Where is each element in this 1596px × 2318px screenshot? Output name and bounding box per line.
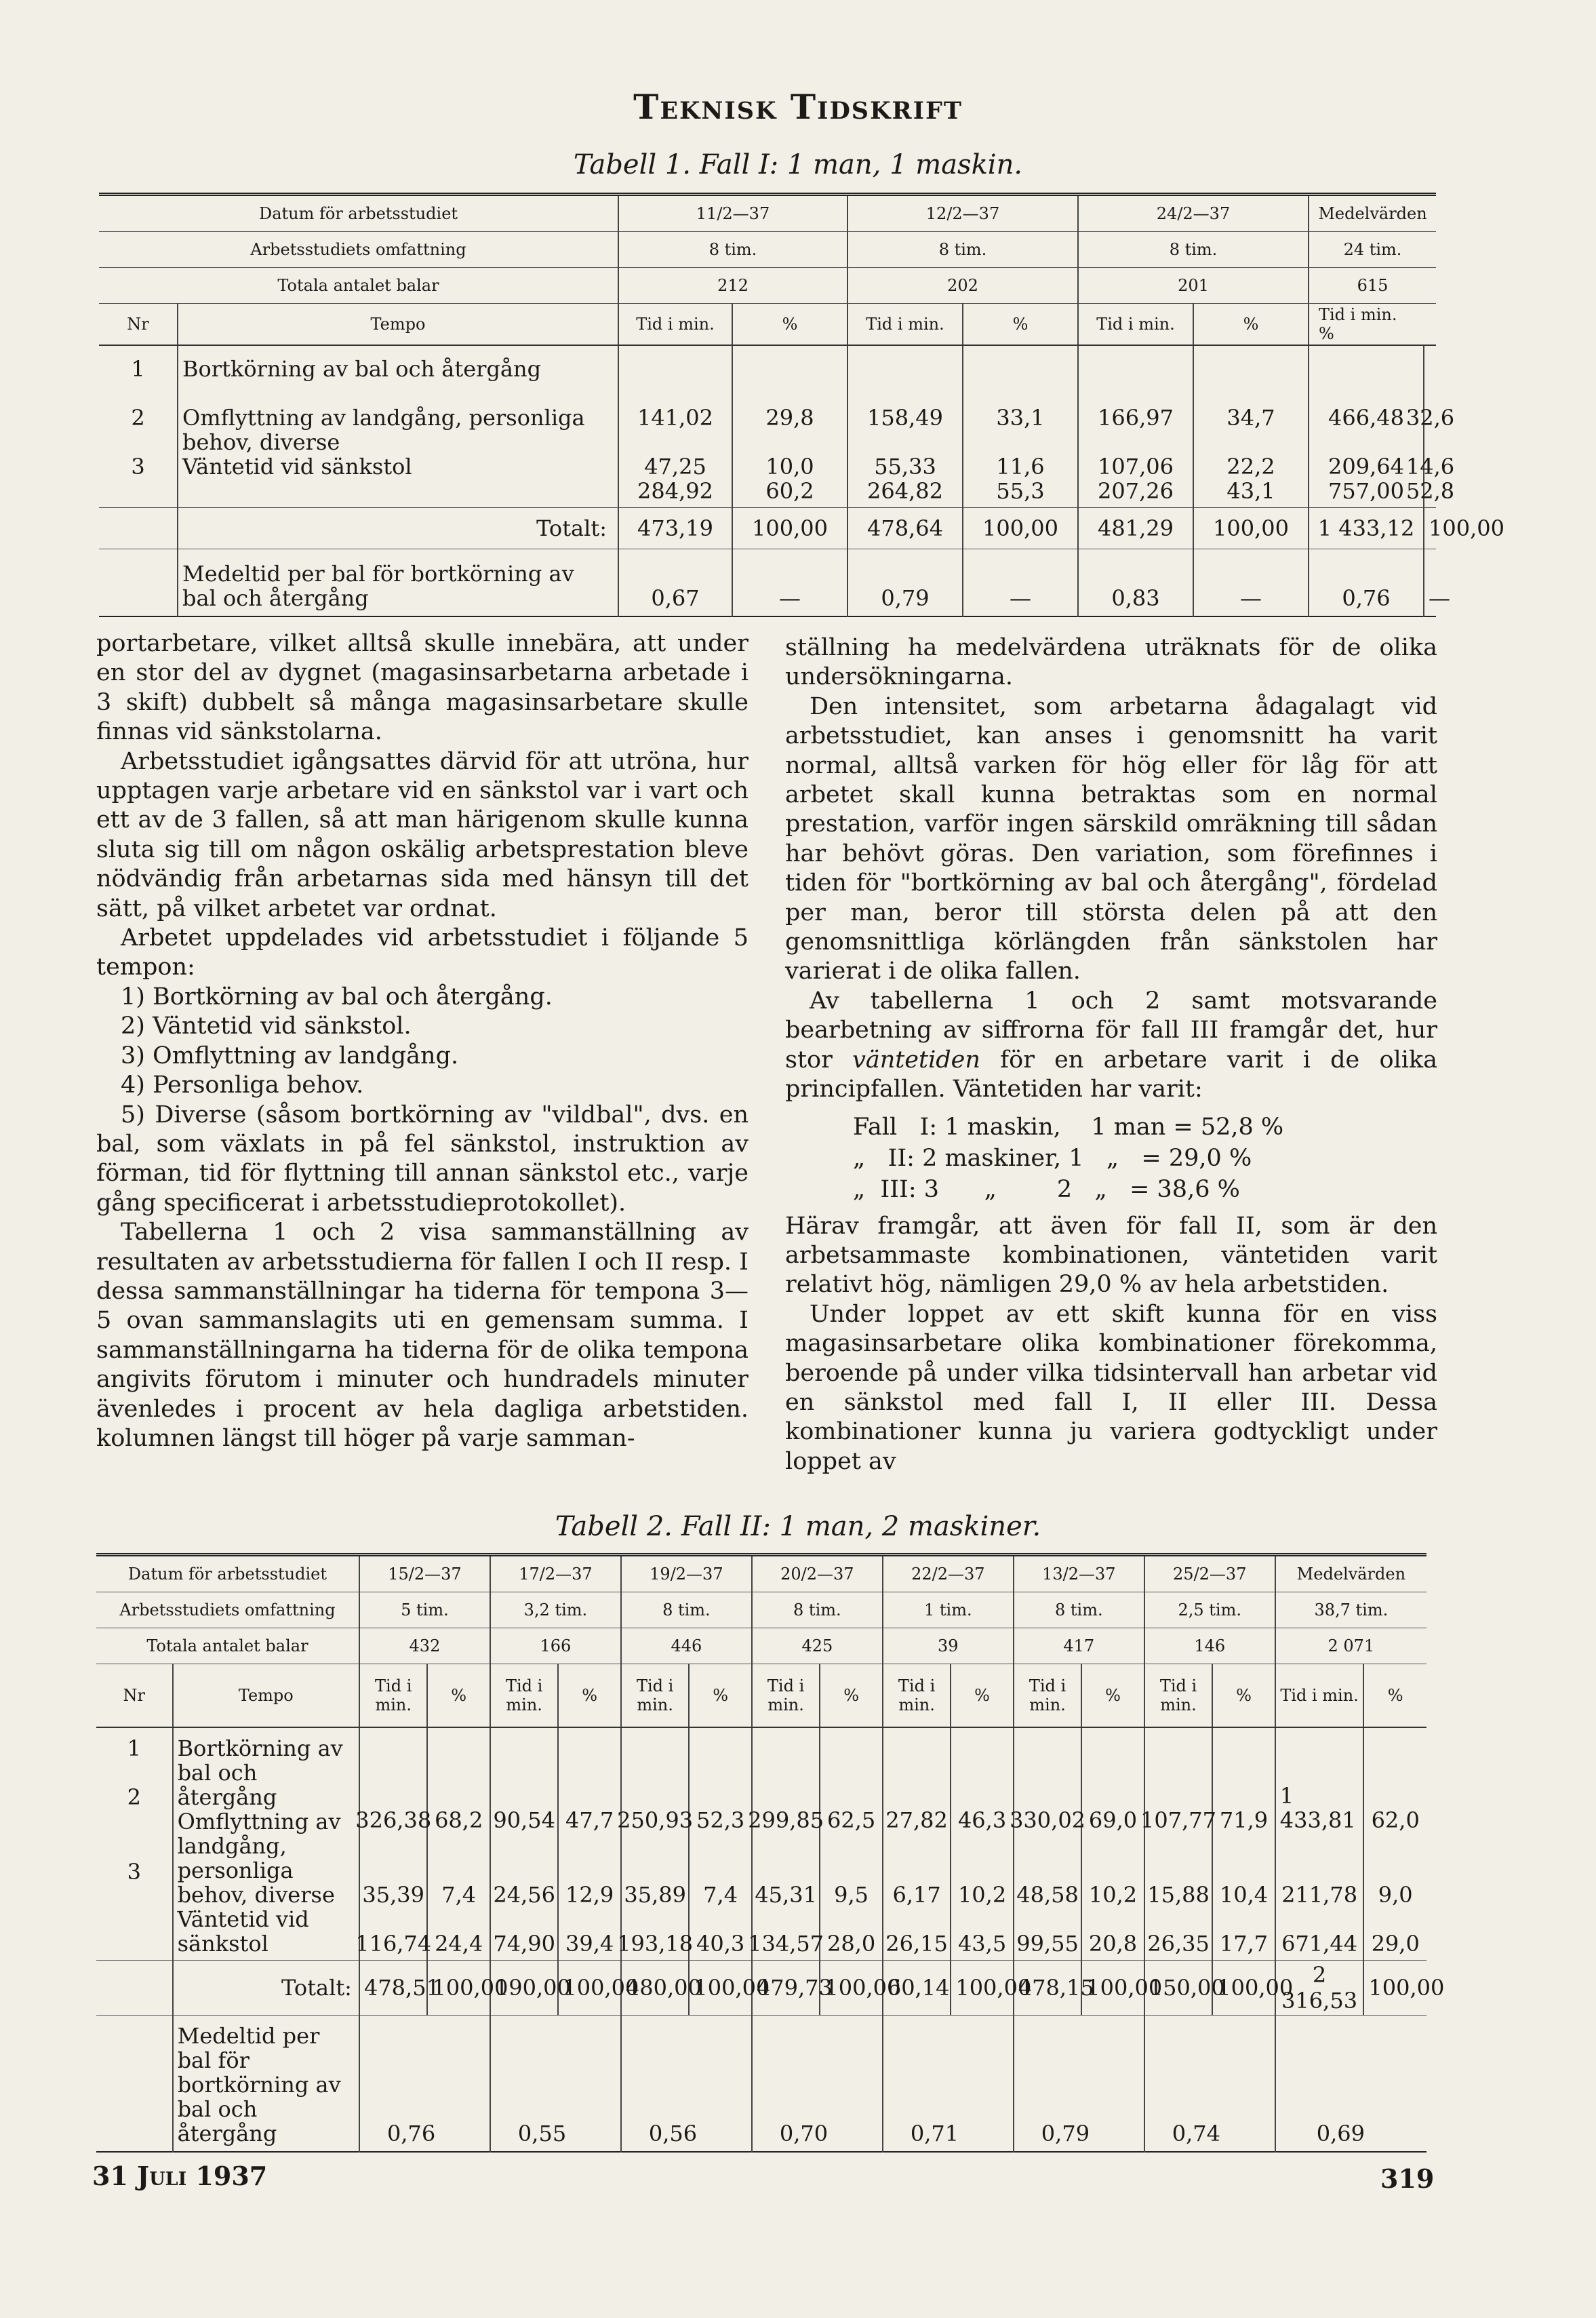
cell: 71,9 — [1219, 1807, 1269, 1833]
left-column — [96, 629, 749, 1453]
label-time: Tid i min. — [1144, 1664, 1213, 1728]
label-time: Tid i min. — [752, 1664, 820, 1728]
row-nr: 2 — [127, 1784, 141, 1810]
label-pct: % — [951, 1664, 1013, 1728]
total-cell: 478,64 — [847, 508, 963, 549]
cell: 12,9 — [565, 1882, 614, 1908]
row-nr: 3 — [127, 1859, 141, 1885]
list-item: 5) Diverse (såsom bortkörning av "vildbal", dvs. en bal, som växlats in på fel sänkstol, instruktion av förman, tid för flyttning till annan sänkstol etc., varje gång specificerat i arbetsstudieprotokollet). — [96, 1101, 749, 1217]
cell: 11,6 — [996, 454, 1045, 479]
cell: 43,1 — [1226, 478, 1275, 504]
cell: 26,15 — [885, 1931, 948, 1957]
t1-scope-3: 8 tim. — [1078, 232, 1309, 268]
t1-bales-3: 201 — [1078, 268, 1309, 304]
total-cell: 100,00 — [963, 508, 1078, 549]
cell: 60,2 — [765, 478, 814, 504]
mean-cell: 0,67 — [618, 549, 732, 617]
cell: 32,6 — [1405, 405, 1455, 431]
cell: 46,3 — [957, 1807, 1007, 1833]
t1-date-4: Medelvärden — [1309, 195, 1436, 232]
mean-cell: 0,79 — [847, 549, 963, 617]
total-row — [96, 1961, 1427, 2016]
cell: 29,8 — [765, 405, 814, 431]
mean-cell: 0,83 — [1078, 549, 1193, 617]
t2-date: Medelvärden — [1275, 1555, 1427, 1592]
total-cell: 480,00 — [621, 1961, 690, 2016]
mean-cell: 0,79 — [1014, 2016, 1144, 2153]
formula-line: „ III: 3 „ 2 „ = 38,6 % — [853, 1175, 1240, 1203]
label-tempo: Tempo — [178, 304, 618, 346]
paragraph: Den intensitet, som arbetarna ådagalagt vid arbetsstudiet, kan anses i genomsnitt ha varit normal, alltså varken för hög eller för låg för att arbetet skall kunna betraktas som en normal prestation, varför ingen särskild omräkning till sådan har behövt göras. Den variation, som förefinnes i tiden för "bortkörning av bal och återgång", fördelad per man, beror till största delen på att den genomsnittliga körlängden från sänkstolen har varierat i de olika fallen. — [785, 692, 1437, 985]
t2-bales: 417 — [1014, 1628, 1144, 1664]
t2-bales: 425 — [752, 1628, 883, 1664]
cell: 29,0 — [1371, 1931, 1420, 1957]
label-time-pct — [1309, 304, 1436, 346]
cell: 7,4 — [703, 1882, 738, 1908]
text-span: för en arbetare varit i de olika principfallen. Väntetiden har varit: — [785, 1046, 1437, 1103]
cell: 9,5 — [834, 1882, 869, 1908]
cell: 35,89 — [624, 1882, 686, 1908]
cell: 264,82 — [867, 478, 943, 504]
cell: 68,2 — [435, 1807, 483, 1833]
cell: 52,3 — [696, 1807, 745, 1833]
cell: 47,25 — [644, 454, 706, 479]
cell: 211,78 — [1281, 1882, 1358, 1908]
list-item: 2) Väntetid vid sänkstol. — [121, 1013, 412, 1040]
t1-scope-4: 24 tim. — [1309, 232, 1436, 268]
cell: 24,56 — [493, 1882, 555, 1908]
t1-date-2: 12/2—37 — [847, 195, 1078, 232]
total-cell: 478,15 — [1014, 1961, 1082, 2016]
t2-scope: 8 tim. — [621, 1592, 752, 1628]
cell: 757,00 — [1328, 478, 1404, 504]
cell: 299,85 — [748, 1807, 824, 1833]
cell: 326,38 — [355, 1807, 432, 1833]
cell: 34,7 — [1226, 405, 1275, 431]
label-nr: Nr — [96, 1664, 173, 1728]
cell: 6,17 — [892, 1882, 941, 1908]
label-time: Tid i min. — [1014, 1664, 1082, 1728]
total-cell: 100,00 — [1193, 508, 1309, 549]
cell: 27,82 — [885, 1807, 948, 1833]
mean-cell: 0,56 — [621, 2016, 752, 2153]
cell: 28,0 — [826, 1931, 876, 1957]
cell: 250,93 — [617, 1807, 694, 1833]
row-nr: 3 — [131, 454, 145, 479]
t1-scope-2: 8 tim. — [847, 232, 1078, 268]
table1-caption: Tabell 1. Fall I: 1 man, 1 maskin. — [573, 149, 1023, 180]
total-cell: 100,00 — [1081, 1961, 1144, 2016]
t1-date-1: 11/2—37 — [618, 195, 847, 232]
label-pct: % — [427, 1664, 490, 1728]
row-label: Omflyttning av landgång, personliga behov, diverse — [182, 405, 585, 455]
table1 — [99, 193, 1504, 617]
label-bales: Totala antalet balar — [96, 1628, 359, 1664]
table2 — [96, 1553, 1445, 2153]
row-label: Bortkörning av bal och återgång — [182, 356, 542, 382]
t2-bales: 2 071 — [1275, 1628, 1427, 1664]
t1-scope-1: 8 tim. — [618, 232, 847, 268]
label-pct: % — [689, 1664, 751, 1728]
t2-scope: 38,7 tim. — [1275, 1592, 1427, 1628]
cell: 158,49 — [867, 405, 943, 431]
paragraph: ställning ha medelvärdena uträknats för de olika undersökningarna. — [785, 634, 1437, 691]
t2-date: 15/2—37 — [359, 1555, 490, 1592]
t2-scope: 3,2 tim. — [490, 1592, 621, 1628]
paragraph: Härav framgår, att även för fall II, som är den arbetsammaste kombinationen, väntetiden varit relativt hög, nämligen 29,0 % av hela arbetstiden. — [785, 1212, 1437, 1299]
cell: 52,8 — [1405, 478, 1455, 504]
cell: 15,88 — [1147, 1882, 1210, 1908]
mean-row — [99, 549, 1436, 617]
cell: 207,26 — [1098, 478, 1174, 504]
list-item: 3) Omflyttning av landgång. — [121, 1042, 459, 1069]
mean-label: Medeltid per bal för bortkörning av bal och återgång — [173, 2016, 359, 2153]
row-label: Bortkörning av bal och återgång — [177, 1735, 343, 1810]
right-column — [785, 633, 1437, 1476]
total-cell: 100,00 — [689, 1961, 751, 2016]
row-nr: 2 — [131, 405, 145, 431]
label-time: Tid i min. — [1319, 305, 1397, 324]
cell: 9,0 — [1378, 1882, 1413, 1908]
total-label: Totalt: — [178, 508, 618, 549]
label-tempo: Tempo — [173, 1664, 359, 1728]
paragraph: portarbetare, vilket alltså skulle innebära, att under en stor del av dygnet (magasinsarbetarna arbetade i 3 skift) dubbelt så många magasinsarbetare skulle finnas vid sänkstolarna. — [96, 630, 749, 746]
cell: 330,02 — [1010, 1807, 1086, 1833]
label-pct: % — [732, 304, 847, 346]
cell: 40,3 — [696, 1931, 745, 1957]
paragraph: Under loppet av ett skift kunna för en viss magasinsarbetare olika kombinationer förekomma, beroende på under vilka tidsintervall han arbetar vid en sänkstol med fall I, II eller III. Dessa kombinationer kunna ju variera godtyckligt under loppet av — [785, 1300, 1437, 1475]
total-cell: 478,51 — [359, 1961, 428, 2016]
cell: 43,5 — [957, 1931, 1007, 1957]
cell: 7,4 — [441, 1882, 477, 1908]
mean-label: Medeltid per bal för bortkörning av bal och återgång — [178, 549, 618, 617]
label-pct: % — [1212, 1664, 1275, 1728]
cell: 166,97 — [1098, 405, 1174, 431]
t2-date: 25/2—37 — [1144, 1555, 1275, 1592]
cell: 14,6 — [1405, 454, 1455, 479]
row-nr: 1 — [127, 1735, 141, 1761]
t2-scope: 5 tim. — [359, 1592, 490, 1628]
t2-bales: 146 — [1144, 1628, 1275, 1664]
label-pct: % — [1081, 1664, 1144, 1728]
t1-bales-1: 212 — [618, 268, 847, 304]
label-pct: % — [1319, 324, 1334, 343]
row-label: Omflyttning av landgång, personliga behov, diverse — [177, 1809, 341, 1908]
t1-bales-2: 202 — [847, 268, 1078, 304]
label-pct: % — [1193, 304, 1309, 346]
mean-row — [96, 2016, 1427, 2153]
t2-date: 13/2—37 — [1014, 1555, 1144, 1592]
mean-cell: — — [963, 549, 1078, 617]
total-cell: 2 316,53 — [1275, 1961, 1364, 2016]
label-date: Datum för arbetsstudiet — [99, 195, 618, 232]
total-cell: 100,00 — [427, 1961, 490, 2016]
paragraph: Arbetet uppdelades vid arbetsstudiet i följande 5 tempon: — [96, 924, 749, 981]
row-label: Väntetid vid sänkstol — [177, 1906, 309, 1957]
t2-date: 17/2—37 — [490, 1555, 621, 1592]
total-cell: 100,00 — [558, 1961, 620, 2016]
cell: 10,0 — [765, 454, 814, 479]
cell: 10,2 — [1088, 1882, 1138, 1908]
list-item: 4) Personliga behov. — [121, 1072, 364, 1099]
t2-bales: 166 — [490, 1628, 621, 1664]
t2-scope: 8 tim. — [1014, 1592, 1144, 1628]
total-cell: 473,19 — [618, 508, 732, 549]
cell: 62,5 — [826, 1807, 876, 1833]
label-time: Tid i min. — [359, 1664, 428, 1728]
row-nr: 1 — [131, 356, 145, 382]
cell: 22,2 — [1226, 454, 1275, 479]
label-time: Tid i min. — [1275, 1664, 1364, 1728]
cell: 62,0 — [1371, 1807, 1420, 1833]
cell: 134,57 — [748, 1931, 824, 1957]
cell: 69,0 — [1088, 1807, 1138, 1833]
label-time: Tid i min. — [618, 304, 732, 346]
cell: 141,02 — [637, 405, 713, 431]
total-cell: 100,00 — [1212, 1961, 1275, 2016]
t2-scope: 2,5 tim. — [1144, 1592, 1275, 1628]
cell: 284,92 — [637, 478, 713, 504]
t2-bales: 39 — [883, 1628, 1014, 1664]
paragraph: Arbetsstudiet igångsattes därvid för att utröna, hur upptagen varje arbetare vid en sänkstol var i vart och ett av de 3 fallen, så att man härigenom skulle kunna sluta sig till om någon oskälig arbetsprestation bleve nödvändig från arbetarnas sida med hänsyn till det sätt, på vilket arbetet var ordnat. — [96, 747, 749, 922]
label-bales: Totala antalet balar — [99, 268, 618, 304]
label-time: Tid i min. — [883, 1664, 951, 1728]
cell: 26,35 — [1147, 1931, 1210, 1957]
list-item: 1) Bortkörning av bal och återgång. — [121, 983, 553, 1010]
cell: 209,64 — [1328, 454, 1404, 479]
mean-cell: 0,76 — [359, 2016, 490, 2153]
total-cell: 479,73 — [752, 1961, 820, 2016]
cell: 74,90 — [493, 1931, 555, 1957]
mean-cell: 0,70 — [752, 2016, 883, 2153]
label-pct: % — [963, 304, 1078, 346]
cell: 47,7 — [565, 1807, 614, 1833]
label-scope: Arbetsstudiets omfattning — [99, 232, 618, 268]
emphasis: väntetiden — [852, 1046, 980, 1074]
total-cell: 100,00 — [1363, 1961, 1427, 2016]
mean-cell: — — [1424, 549, 1436, 617]
formula-line: „ II: 2 maskiner, 1 „ = 29,0 % — [853, 1144, 1252, 1172]
page-number: 319 — [1380, 2163, 1435, 2194]
cell: 10,4 — [1219, 1882, 1269, 1908]
cell: 107,77 — [1140, 1807, 1216, 1833]
total-cell: 1 433,12 — [1309, 508, 1424, 549]
cell: 55,3 — [996, 478, 1045, 504]
total-cell: 100,00 — [951, 1961, 1013, 2016]
total-cell: 100,00 — [1424, 508, 1436, 549]
cell: 107,06 — [1098, 454, 1174, 479]
cell: 116,74 — [355, 1931, 432, 1957]
total-cell: 60,14 — [883, 1961, 951, 2016]
mean-cell: 0,74 — [1144, 2016, 1275, 2153]
mean-cell: 0,55 — [490, 2016, 621, 2153]
cell: 671,44 — [1281, 1931, 1358, 1957]
row-label: Väntetid vid sänkstol — [182, 454, 412, 479]
mean-cell: — — [732, 549, 847, 617]
label-scope: Arbetsstudiets omfattning — [96, 1592, 359, 1628]
label-time: Tid i min. — [847, 304, 963, 346]
formula-line: Fall I: 1 maskin, 1 man = 52,8 % — [853, 1113, 1284, 1141]
cell: 45,31 — [755, 1882, 817, 1908]
total-cell: 481,29 — [1078, 508, 1193, 549]
label-time: Tid i min. — [621, 1664, 690, 1728]
cell: 99,55 — [1016, 1931, 1079, 1957]
label-pct: % — [558, 1664, 620, 1728]
t2-date: 19/2—37 — [621, 1555, 752, 1592]
mean-cell: 0,69 — [1275, 2016, 1427, 2153]
paragraph: Tabellerna 1 och 2 visa sammanställning av resultaten av arbetsstudierna för fallen I och II resp. I dessa sammanställningar ha tiderna för tempona 3—5 ovan sammanslagits uti en gemensam summa. I sammanställningarna ha tiderna för de olika tempona angivits förutom i minuter och hundradels minuter ävenledes i procent av hela dagliga arbetstiden. kolumnen längst till höger på varje samman- — [96, 1219, 749, 1452]
total-cell: 100,00 — [820, 1961, 882, 2016]
t1-bales-4: 615 — [1309, 268, 1436, 304]
total-row — [99, 508, 1436, 549]
total-label: Totalt: — [173, 1961, 359, 2016]
issue-date: 31 Juli 1937 — [92, 2161, 268, 2191]
cell: 90,54 — [493, 1807, 555, 1833]
label-nr: Nr — [99, 304, 178, 346]
cell: 466,48 — [1328, 405, 1404, 431]
t2-date: 22/2—37 — [883, 1555, 1014, 1592]
cell: 24,4 — [435, 1931, 483, 1957]
cell: 10,2 — [957, 1882, 1007, 1908]
cell: 1 433,81 — [1279, 1783, 1356, 1833]
mean-cell: — — [1193, 549, 1309, 617]
text-span: Av tabellerna 1 och 2 samt motsvarande bearbetning av siffrorna för fall III framgår det, hur stor — [785, 987, 1437, 1074]
cell: 20,8 — [1088, 1931, 1138, 1957]
total-cell: 150,00 — [1144, 1961, 1213, 2016]
paragraph — [785, 987, 1437, 1105]
table2-caption: Tabell 2. Fall II: 1 man, 2 maskiner. — [555, 1511, 1041, 1542]
t2-scope: 8 tim. — [752, 1592, 883, 1628]
cell: 17,7 — [1219, 1931, 1269, 1957]
mean-cell: 0,71 — [883, 2016, 1014, 2153]
cell: 35,39 — [362, 1882, 425, 1908]
t2-bales: 432 — [359, 1628, 490, 1664]
cell: 193,18 — [617, 1931, 694, 1957]
cell: 48,58 — [1016, 1882, 1079, 1908]
cell: 55,33 — [874, 454, 936, 479]
cell: 33,1 — [996, 405, 1045, 431]
total-cell: 100,00 — [732, 508, 847, 549]
t2-date: 20/2—37 — [752, 1555, 883, 1592]
t1-date-3: 24/2—37 — [1078, 195, 1309, 232]
label-pct: % — [1363, 1664, 1427, 1728]
table-row — [99, 345, 1436, 508]
journal-title: Teknisk Tidskrift — [633, 87, 963, 127]
label-time: Tid i min. — [490, 1664, 559, 1728]
table-row — [96, 1727, 1427, 1961]
label-date: Datum för arbetsstudiet — [96, 1555, 359, 1592]
cell: 39,4 — [565, 1931, 614, 1957]
total-cell: 190,00 — [490, 1961, 559, 2016]
label-pct: % — [820, 1664, 882, 1728]
mean-cell: 0,76 — [1309, 549, 1424, 617]
label-time: Tid i min. — [1078, 304, 1193, 346]
t2-scope: 1 tim. — [883, 1592, 1014, 1628]
t2-bales: 446 — [621, 1628, 752, 1664]
